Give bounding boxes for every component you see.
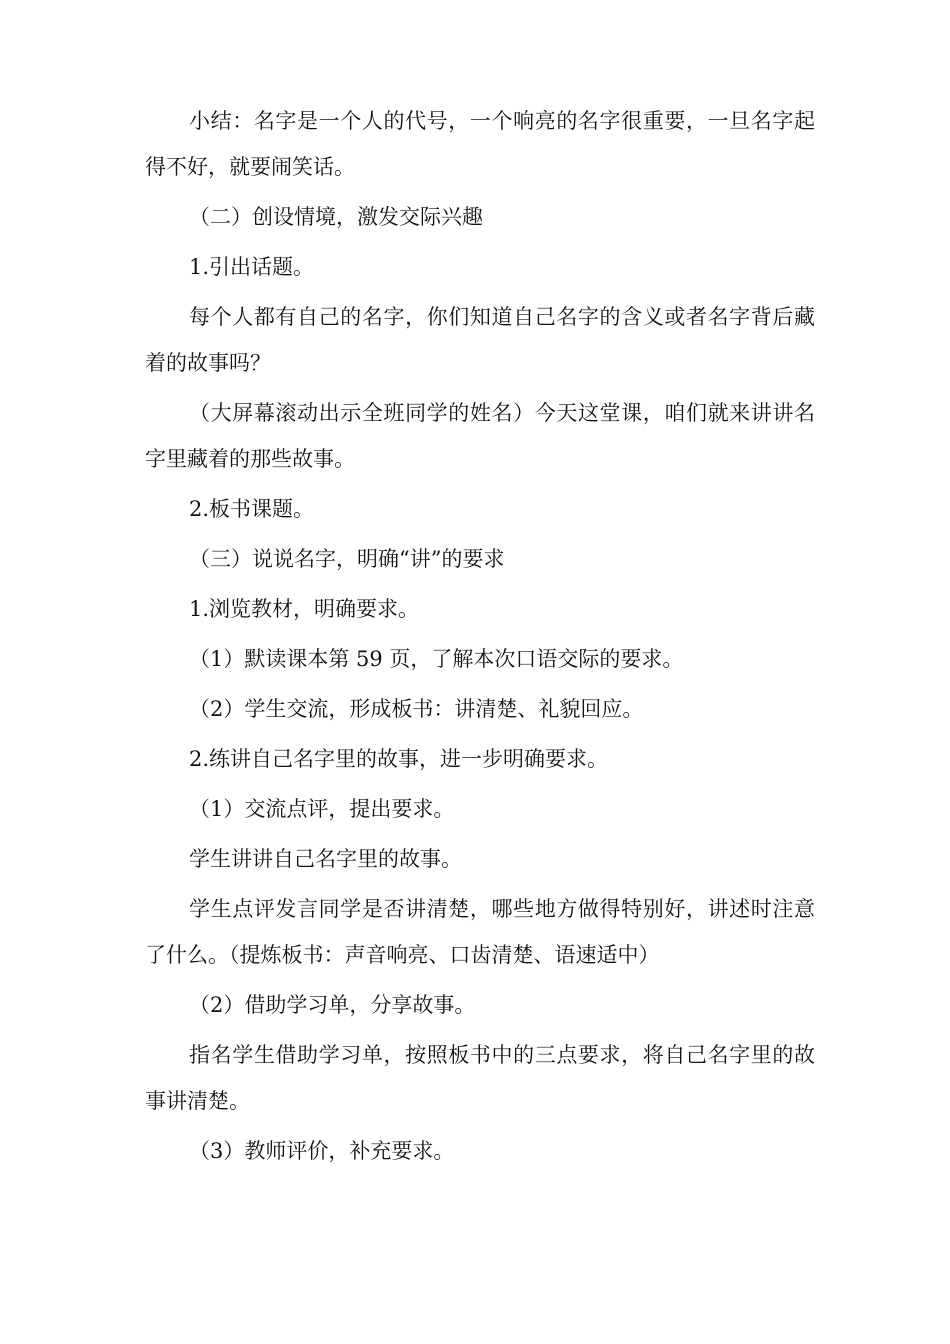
document-body: [145, 98, 815, 1178]
paragraph: 学生点评发言同学是否讲清楚，哪些地方做得特别好，讲述时注意了什么。（提炼板书：声音响亮、口齿清楚、语速适中）: [145, 897, 815, 967]
sub-step: （1）交流点评，提出要求。: [189, 797, 455, 821]
paragraph: 指名学生借助学习单，按照板书中的三点要求，将自己名字里的故事讲清楚。: [145, 1043, 815, 1113]
step-heading: 2.板书课题。: [189, 497, 315, 521]
sub-step: （3）教师评价，补充要求。: [189, 1139, 455, 1163]
paragraph: 学生讲讲自己名字里的故事。: [189, 847, 462, 871]
step-heading: 1.引出话题。: [189, 255, 315, 279]
paragraph: （大屏幕滚动出示全班同学的姓名）今天这堂课，咱们就来讲讲名字里藏着的那些故事。: [145, 401, 815, 471]
step-heading: 1.浏览教材，明确要求。: [189, 597, 420, 621]
sub-step: （1）默读课本第 59 页，了解本次口语交际的要求。: [189, 647, 684, 671]
sub-step: （2）学生交流，形成板书：讲清楚、礼貌回应。: [189, 697, 644, 721]
paragraph-summary: 小结：名字是一个人的代号，一个响亮的名字很重要，一旦名字起得不好，就要闹笑话。: [145, 109, 815, 179]
step-heading: 2.练讲自己名字里的故事，进一步明确要求。: [189, 747, 609, 771]
paragraph: 每个人都有自己的名字，你们知道自己名字的含义或者名字背后藏着的故事吗？: [145, 305, 815, 375]
section-heading-3: （三）说说名字，明确“讲”的要求: [189, 547, 505, 571]
section-heading-2: （二）创设情境，激发交际兴趣: [189, 205, 483, 229]
sub-step: （2）借助学习单，分享故事。: [189, 993, 476, 1017]
